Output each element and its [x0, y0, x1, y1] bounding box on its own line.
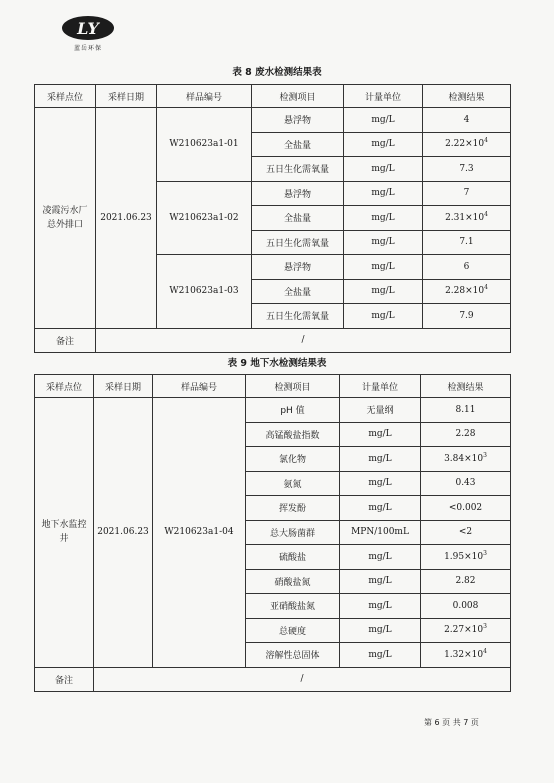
header-result: 检测结果 [421, 375, 511, 398]
item-cell: 亚硝酸盐氮 [246, 594, 340, 619]
item-cell: 高锰酸盐指数 [246, 422, 340, 447]
header-result: 检测结果 [423, 85, 511, 108]
item-cell: 全盐量 [252, 132, 344, 157]
result-exponent: 4 [484, 137, 488, 145]
result-value: <0.002 [448, 502, 483, 513]
table-row [35, 398, 511, 423]
result-exponent: 4 [483, 647, 487, 655]
table9-caption: 表 9 地下水检测结果表 [227, 358, 327, 369]
unit-cell: mg/L [344, 181, 423, 206]
result-cell [421, 594, 511, 619]
item-cell: 硫酸盐 [246, 545, 340, 570]
item-cell: 五日生化需氧量 [252, 304, 344, 329]
result-value: <2 [458, 527, 473, 538]
logo-mark-icon [60, 14, 116, 42]
result-cell [423, 157, 511, 182]
result-value: 8.11 [455, 404, 476, 415]
wastewater-results-table [34, 84, 511, 353]
header-sample: 样品编号 [157, 85, 252, 108]
header-unit: 计量单位 [340, 375, 421, 398]
remark-value: / [96, 328, 511, 352]
header-item: 检测项目 [252, 85, 344, 108]
item-cell: 硝酸盐氮 [246, 569, 340, 594]
result-exponent: 3 [483, 451, 487, 459]
unit-cell: MPN/100mL [340, 520, 421, 545]
unit-cell: mg/L [340, 471, 421, 496]
item-cell: 五日生化需氧量 [252, 157, 344, 182]
unit-cell: mg/L [340, 594, 421, 619]
header-sample: 样品编号 [153, 375, 246, 398]
result-cell [423, 230, 511, 255]
header-date: 采样日期 [94, 375, 153, 398]
result-cell [421, 471, 511, 496]
site-cell: 地下水监控井 [35, 398, 94, 668]
table8-caption: 表 8 废水检测结果表 [232, 67, 322, 78]
unit-cell: mg/L [344, 157, 423, 182]
result-cell [421, 545, 511, 570]
result-cell [423, 255, 511, 280]
unit-cell: mg/L [340, 569, 421, 594]
result-exponent: 3 [483, 549, 487, 557]
result-value: 2.28×10 [445, 286, 485, 297]
unit-cell: mg/L [344, 255, 423, 280]
remark-label: 备注 [35, 328, 96, 352]
header-date: 采样日期 [96, 85, 157, 108]
result-cell [421, 618, 511, 643]
item-cell: 总硬度 [246, 618, 340, 643]
unit-cell: mg/L [344, 230, 423, 255]
unit-cell: mg/L [344, 304, 423, 329]
result-value: 0.43 [455, 478, 476, 489]
result-value: 2.31×10 [445, 212, 485, 223]
result-cell [421, 569, 511, 594]
result-cell [423, 181, 511, 206]
unit-cell: mg/L [340, 496, 421, 521]
item-cell: 氯化物 [246, 447, 340, 472]
item-cell: 总大肠菌群 [246, 520, 340, 545]
remark-value: / [94, 667, 511, 691]
sample-cell: W210623a1-01 [157, 108, 252, 182]
date-cell: 2021.06.23 [96, 108, 157, 329]
result-cell [423, 304, 511, 329]
unit-cell: mg/L [344, 279, 423, 304]
result-value: 2.82 [455, 576, 476, 587]
sample-cell: W210623a1-02 [157, 181, 252, 255]
header-site: 采样点位 [35, 85, 96, 108]
result-value: 6 [463, 261, 470, 272]
item-cell: 五日生化需氧量 [252, 230, 344, 255]
item-cell: 悬浮物 [252, 108, 344, 133]
result-cell [421, 398, 511, 423]
header-unit: 计量单位 [344, 85, 423, 108]
result-value: 2.22×10 [445, 139, 485, 150]
result-value: 7.9 [459, 310, 474, 321]
result-cell [421, 447, 511, 472]
header-site: 采样点位 [35, 375, 94, 398]
remark-row [35, 328, 511, 352]
unit-cell: mg/L [340, 643, 421, 668]
result-value: 7.1 [459, 237, 474, 248]
header-item: 检测项目 [246, 375, 340, 398]
logo-letters: LY [77, 19, 99, 38]
unit-cell: mg/L [340, 545, 421, 570]
item-cell: 挥发酚 [246, 496, 340, 521]
unit-cell: mg/L [344, 132, 423, 157]
result-value: 0.008 [452, 600, 479, 611]
result-cell [423, 279, 511, 304]
item-cell: 悬浮物 [252, 255, 344, 280]
result-value: 1.32×10 [444, 649, 484, 660]
item-cell: 全盐量 [252, 279, 344, 304]
result-cell [423, 108, 511, 133]
result-value: 4 [463, 114, 470, 125]
table-row [35, 108, 511, 133]
item-cell: 溶解性总固体 [246, 643, 340, 668]
page-number: 第 6 页 共 7 页 [424, 718, 479, 727]
date-cell: 2021.06.23 [94, 398, 153, 668]
unit-cell: mg/L [340, 447, 421, 472]
item-cell: 悬浮物 [252, 181, 344, 206]
result-value: 7 [463, 188, 470, 199]
result-value: 2.28 [455, 429, 476, 440]
result-exponent: 4 [484, 210, 488, 218]
logo-text: 蓝岳环保 [73, 45, 102, 52]
unit-cell: mg/L [344, 108, 423, 133]
result-cell [423, 132, 511, 157]
result-cell [423, 206, 511, 231]
company-logo [60, 14, 116, 52]
result-exponent: 4 [484, 284, 488, 292]
site-cell: 凌霞污水厂总外排口 [35, 108, 96, 329]
result-value: 1.95×10 [444, 551, 484, 562]
unit-cell: mg/L [340, 618, 421, 643]
sample-cell: W210623a1-04 [153, 398, 246, 668]
item-cell: 全盐量 [252, 206, 344, 231]
item-cell: pH 值 [246, 398, 340, 423]
result-value: 2.27×10 [444, 625, 484, 636]
item-cell: 氨氮 [246, 471, 340, 496]
result-value: 7.3 [459, 163, 474, 174]
sample-cell: W210623a1-03 [157, 255, 252, 329]
remark-label: 备注 [35, 667, 94, 691]
result-cell [421, 520, 511, 545]
unit-cell: 无量纲 [340, 398, 421, 423]
result-cell [421, 496, 511, 521]
remark-row [35, 667, 511, 691]
result-cell [421, 643, 511, 668]
unit-cell: mg/L [340, 422, 421, 447]
result-value: 3.84×10 [444, 453, 484, 464]
result-exponent: 3 [483, 623, 487, 631]
unit-cell: mg/L [344, 206, 423, 231]
result-cell [421, 422, 511, 447]
groundwater-results-table [34, 374, 511, 692]
